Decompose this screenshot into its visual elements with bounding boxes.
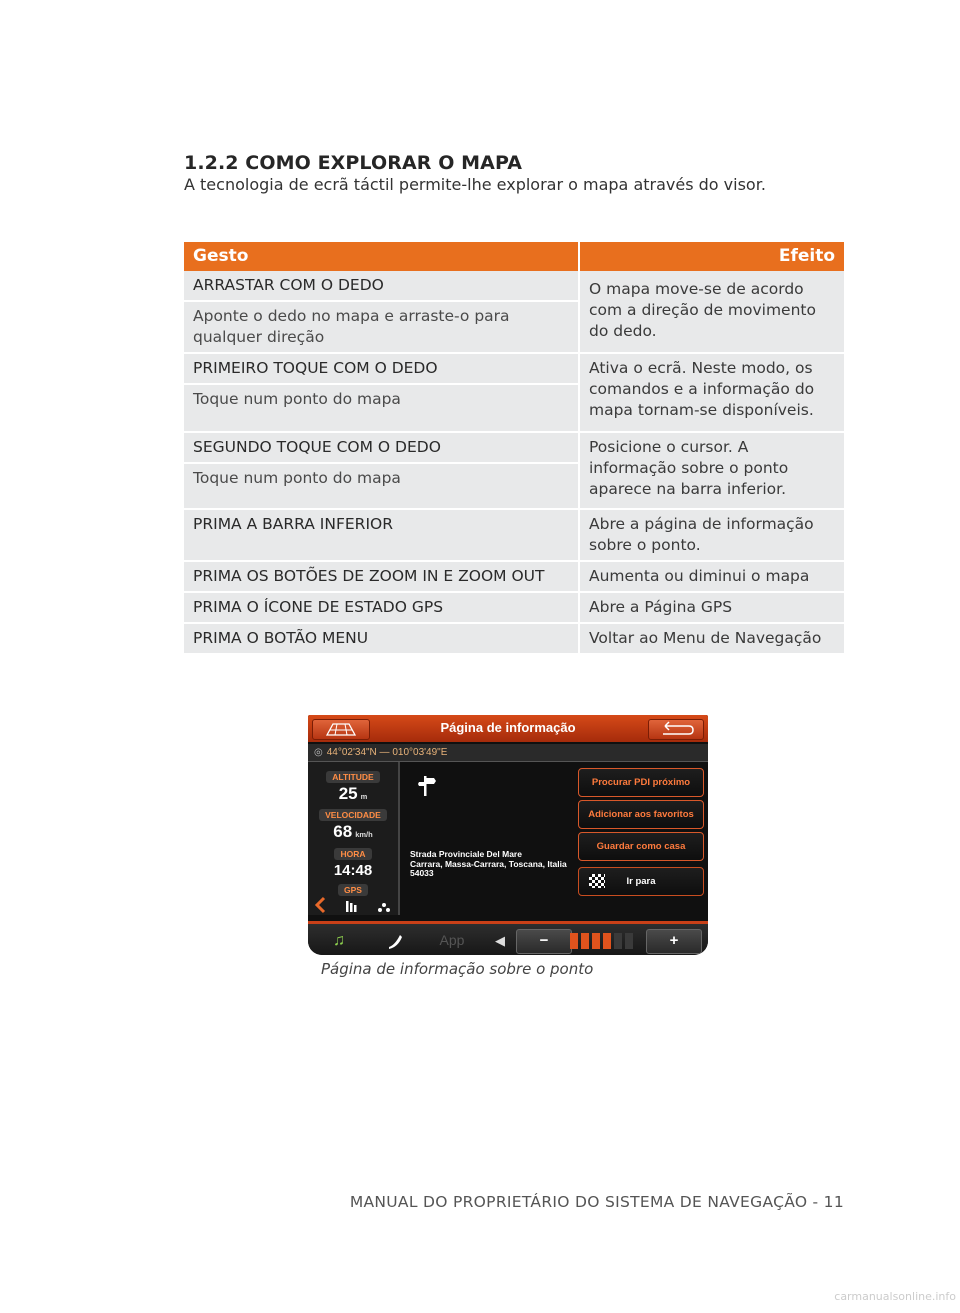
coordinates-bar: [308, 744, 708, 762]
save-home-button[interactable]: Guardar como casa: [578, 832, 704, 861]
table-row: [184, 510, 844, 562]
effect-cell: Ativa o ecrã. Neste modo, os comandos e a informação do mapa tornam-se disponíveis.: [580, 354, 844, 433]
effect-cell: Abre a Página GPS: [580, 593, 844, 624]
effect-cell: O mapa move-se de acordo com a direção de movimento do dedo.: [580, 271, 844, 354]
coordinates-text: 44°02'34"N — 010°03'49"E: [326, 747, 448, 758]
gesture-cell: SEGUNDO TOQUE COM O DEDO: [184, 433, 580, 464]
address-line: Carrara, Massa-Carrara, Toscana, Italia: [410, 858, 567, 869]
gesture-cell: PRIMA A BARRA INFERIOR: [184, 510, 580, 562]
address-line: 54033: [410, 868, 434, 878]
gesture-cell: PRIMA O BOTÃO MENU: [184, 624, 580, 655]
back-arrow-icon: [649, 720, 703, 739]
altitude-stat: [308, 767, 398, 804]
speed-label: VELOCIDADE: [319, 809, 387, 821]
gps-label: GPS: [338, 884, 368, 896]
volume-segment: [581, 933, 589, 949]
go-to-button[interactable]: [578, 867, 704, 896]
music-note-icon[interactable]: ♫: [333, 932, 345, 949]
table-row: [184, 354, 844, 385]
point-info-area: [400, 762, 568, 915]
volume-segment: [592, 933, 600, 949]
checkered-flag-icon: [589, 874, 605, 888]
page-footer: MANUAL DO PROPRIETÁRIO DO SISTEMA DE NAVEGAÇÃO - 11: [349, 1193, 844, 1211]
altitude-label: ALTITUDE: [326, 771, 379, 783]
volume-segment: [603, 933, 611, 949]
altitude-value: 25: [338, 784, 358, 803]
gesture-cell: PRIMEIRO TOQUE COM O DEDO: [184, 354, 580, 385]
section-intro: A tecnologia de ecrã táctil permite-lhe explorar o mapa através do visor.: [184, 175, 766, 194]
screen-title: Página de informação: [440, 720, 576, 735]
watermark: carmanualsonline.info: [834, 1290, 956, 1303]
effect-cell: Posicione o cursor. A informação sobre o ponto aparece na barra inferior.: [580, 433, 844, 510]
altitude-unit: m: [360, 792, 368, 801]
effect-cell: Aumenta ou diminui o mapa: [580, 562, 844, 593]
gesture-table: [184, 242, 844, 655]
signpost-icon: [418, 774, 436, 796]
table-row: [184, 562, 844, 593]
time-value: 14:48: [333, 862, 373, 879]
volume-down-button[interactable]: −: [516, 929, 572, 954]
time-stat: [308, 844, 398, 880]
bottom-bar: [308, 921, 708, 955]
gesture-detail-cell: Toque num ponto do mapa: [184, 464, 580, 510]
volume-segment: [570, 933, 578, 949]
section-title: 1.2.2 COMO EXPLORAR O MAPA: [184, 152, 523, 174]
effect-cell: Voltar ao Menu de Navegação: [580, 624, 844, 655]
speed-stat: [308, 805, 398, 842]
table-row: [184, 593, 844, 624]
gesture-cell: ARRASTAR COM O DEDO: [184, 271, 580, 302]
app-button[interactable]: App: [439, 932, 465, 948]
time-label: HORA: [334, 848, 371, 860]
phone-icon[interactable]: [368, 928, 422, 953]
screen-header: [308, 715, 708, 742]
effect-cell: Abre a página de informação sobre o ponto.: [580, 510, 844, 562]
volume-segment: [614, 933, 622, 949]
speed-unit: km/h: [355, 830, 373, 839]
gesture-cell: PRIMA O ÍCONE DE ESTADO GPS: [184, 593, 580, 624]
table-row: [184, 433, 844, 464]
gesture-detail-cell: Aponte o dedo no mapa e arraste-o para qualquer direção: [184, 302, 580, 354]
header-effect: Efeito: [580, 242, 844, 271]
table-header-row: [184, 242, 844, 271]
volume-up-button[interactable]: +: [646, 929, 702, 954]
speaker-icon: ◀: [495, 933, 505, 948]
header-gesture: Gesto: [184, 242, 580, 271]
add-favorite-button[interactable]: Adicionar aos favoritos: [578, 800, 704, 829]
figure-caption: Página de informação sobre o ponto: [321, 960, 594, 978]
gps-signal-icon: [308, 894, 398, 916]
table-row: [184, 271, 844, 302]
info-page-screenshot: [308, 715, 708, 955]
go-to-label: Ir para: [626, 876, 656, 887]
gesture-cell: PRIMA OS BOTÕES DE ZOOM IN E ZOOM OUT: [184, 562, 580, 593]
address-block: [410, 850, 575, 879]
speed-value: 68: [333, 822, 353, 841]
status-panel: [308, 762, 400, 915]
back-button[interactable]: [648, 719, 704, 740]
gps-status[interactable]: [308, 880, 398, 898]
gesture-detail-cell: Toque num ponto do mapa: [184, 385, 580, 433]
search-poi-button[interactable]: Procurar PDI próximo: [578, 768, 704, 797]
address-line: Strada Provinciale Del Mare: [410, 849, 522, 859]
table-row: [184, 624, 844, 655]
volume-segment: [625, 933, 633, 949]
target-icon: ◎: [314, 747, 323, 758]
